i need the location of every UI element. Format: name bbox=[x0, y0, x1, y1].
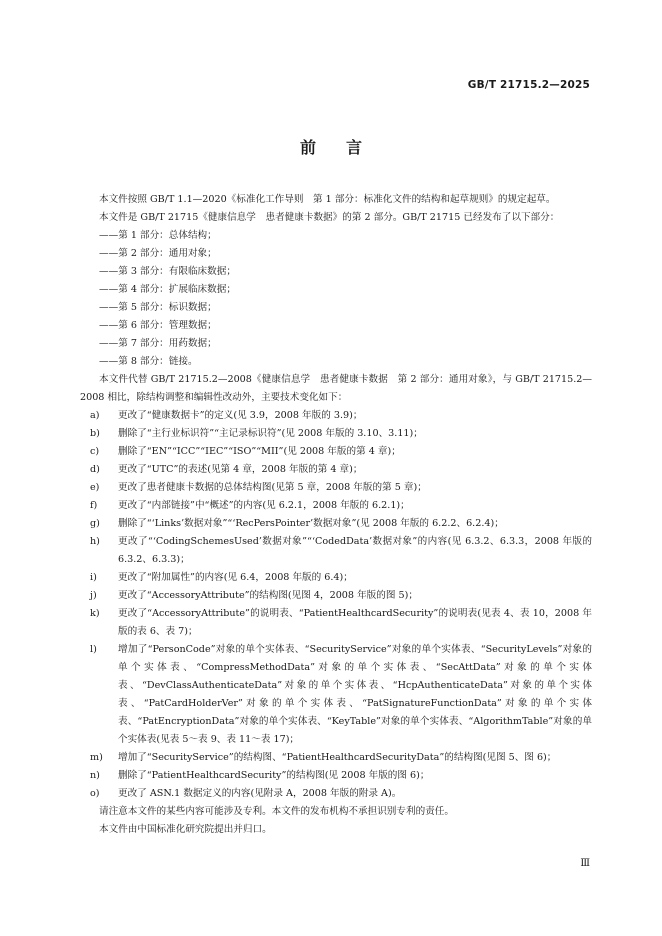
change-item bbox=[80, 479, 592, 497]
change-item bbox=[80, 569, 592, 587]
list-item: ——第 1 部分：总体结构； bbox=[99, 230, 217, 241]
change-text: 更改了“AccessoryAttribute”的结构图(见图 4，2008 年版的图 5)； bbox=[118, 590, 418, 601]
change-text: 增加了“SecurityService”的结构图、“PatientHealthcardSecurityData”的结构图(见图 5、图 6)； bbox=[118, 752, 557, 763]
change-item bbox=[80, 515, 592, 533]
change-item bbox=[80, 641, 592, 749]
foreword-content bbox=[80, 191, 592, 839]
change-text: 删除了“PatientHealthcardSecurity”的结构图(见 2008 年版的图 6)； bbox=[118, 770, 430, 781]
replace-statement: 本文件代替 GB/T 21715.2—2008《健康信息学 患者健康卡数据 第 2 部分：通用对象》，与 GB/T 21715.2—2008 相比，除结构调整和编辑性改动外，主要技术变化如下： bbox=[80, 374, 592, 403]
change-marker: b) bbox=[90, 428, 100, 439]
change-item bbox=[80, 605, 592, 641]
change-item bbox=[80, 461, 592, 479]
list-item: ——第 6 部分：管理数据； bbox=[99, 320, 217, 331]
change-text: 更改了“健康数据卡”的定义(见 3.9，2008 年版的 3.9)； bbox=[118, 410, 363, 421]
change-text: 更改了患者健康卡数据的总体结构图(见第 5 章，2008 年版的第 5 章)； bbox=[118, 482, 427, 493]
change-text: 更改了“‘CodingSchemesUsed’数据对象”“‘CodedData’数据对象”的内容(见 6.3.2、6.3.3，2008 年版的 6.3.2、6.3.3)； bbox=[118, 536, 592, 565]
change-marker: j) bbox=[90, 590, 97, 601]
list-item: ——第 4 部分：扩展临床数据； bbox=[99, 284, 236, 295]
list-item: ——第 7 部分：用药数据； bbox=[99, 338, 217, 349]
parts-list bbox=[80, 227, 592, 371]
change-text: 增加了“PersonCode”对象的单个实体表、“SecurityService”对象的单个实体表、“SecurityLevels”对象的单个实体表、“CompressMethodData”对象的单个实体表、“SecAttData”对象的单个实体表、“DevClassAuthenticateData”对象的单个实体表、“HcpAuthenticateData”对象的单个实体表、“PatCardHolderVer”对象的单个实体表、“PatSignatureFunctionData”对象的单个实体表、“PatEncryptionData”对象的单个实体表、“KeyTable”对象的单个实体表、“AlgorithmTable”对象的单个实体表(见表 5～表 9、表 11～表 17)； bbox=[118, 644, 592, 745]
page-title: 前言 bbox=[299, 138, 392, 157]
change-item bbox=[80, 533, 592, 569]
change-item bbox=[80, 767, 592, 785]
change-text: 删除了“主行业标识符”“主记录标识符”(见 2008 年版的 3.10、3.11)； bbox=[118, 428, 423, 439]
list-item: ——第 8 部分：链接。 bbox=[99, 356, 198, 367]
change-text: 更改了“内部链接”中“概述”的内容(见 6.2.1，2008 年版的 6.2.1)； bbox=[118, 500, 410, 511]
change-item bbox=[80, 587, 592, 605]
change-text: 更改了“附加属性”的内容(见 6.4，2008 年版的 6.4)； bbox=[118, 572, 353, 583]
list-item: ——第 5 部分：标识数据； bbox=[99, 302, 217, 313]
intro-paragraph: 本文件是 GB/T 21715《健康信息学 患者健康卡数据》的第 2 部分。GB/T 21715 已经发布了以下部分： bbox=[99, 212, 560, 223]
change-text: 更改了“AccessoryAttribute”的说明表、“PatientHealthcardSecurity”的说明表(见表 4、表 10，2008 年版的表 6、表 7)； bbox=[118, 608, 592, 637]
list-item: ——第 3 部分：有限临床数据； bbox=[99, 266, 236, 277]
change-text: 更改了 ASN.1 数据定义的内容(见附录 A，2008 年版的附录 A)。 bbox=[118, 788, 402, 799]
page-number: Ⅲ bbox=[580, 858, 590, 869]
change-marker: o) bbox=[90, 788, 100, 799]
patent-notice: 请注意本文件的某些内容可能涉及专利。本文件的发布机构不承担识别专利的责任。 bbox=[99, 806, 454, 817]
change-item bbox=[80, 443, 592, 461]
intro-paragraph: 本文件按照 GB/T 1.1—2020《标准化工作导则 第 1 部分：标准化文件的结构和起草规则》的规定起草。 bbox=[99, 194, 556, 205]
change-marker: f) bbox=[90, 500, 98, 511]
change-item bbox=[80, 497, 592, 515]
change-marker: i) bbox=[90, 572, 97, 583]
change-marker: l) bbox=[90, 644, 97, 655]
change-marker: e) bbox=[90, 482, 100, 493]
standard-number: GB/T 21715.2—2025 bbox=[467, 79, 590, 91]
change-marker: c) bbox=[90, 446, 100, 457]
change-item bbox=[80, 785, 592, 803]
change-marker: k) bbox=[90, 608, 100, 619]
change-text: 删除了“EN”“ICC”“IEC”“ISO”“MII”(见 2008 年版的第 4 章)； bbox=[118, 446, 401, 457]
change-marker: m) bbox=[90, 752, 103, 763]
change-text: 删除了“‘Links’数据对象”“‘RecPersPointer’数据对象”(见 2008 年版的 6.2.2、6.2.4)； bbox=[118, 518, 504, 529]
change-item bbox=[80, 749, 592, 767]
changes-list bbox=[80, 407, 592, 803]
change-marker: d) bbox=[90, 464, 100, 475]
change-marker: a) bbox=[90, 410, 100, 421]
change-marker: g) bbox=[90, 518, 100, 529]
list-item: ——第 2 部分：通用对象； bbox=[99, 248, 217, 259]
change-marker: h) bbox=[90, 536, 100, 547]
change-item bbox=[80, 407, 592, 425]
change-marker: n) bbox=[90, 770, 100, 781]
proposer-statement: 本文件由中国标准化研究院提出并归口。 bbox=[99, 824, 272, 835]
change-text: 更改了“UTC”的表述(见第 4 章，2008 年版的第 4 章)； bbox=[118, 464, 363, 475]
change-item bbox=[80, 425, 592, 443]
